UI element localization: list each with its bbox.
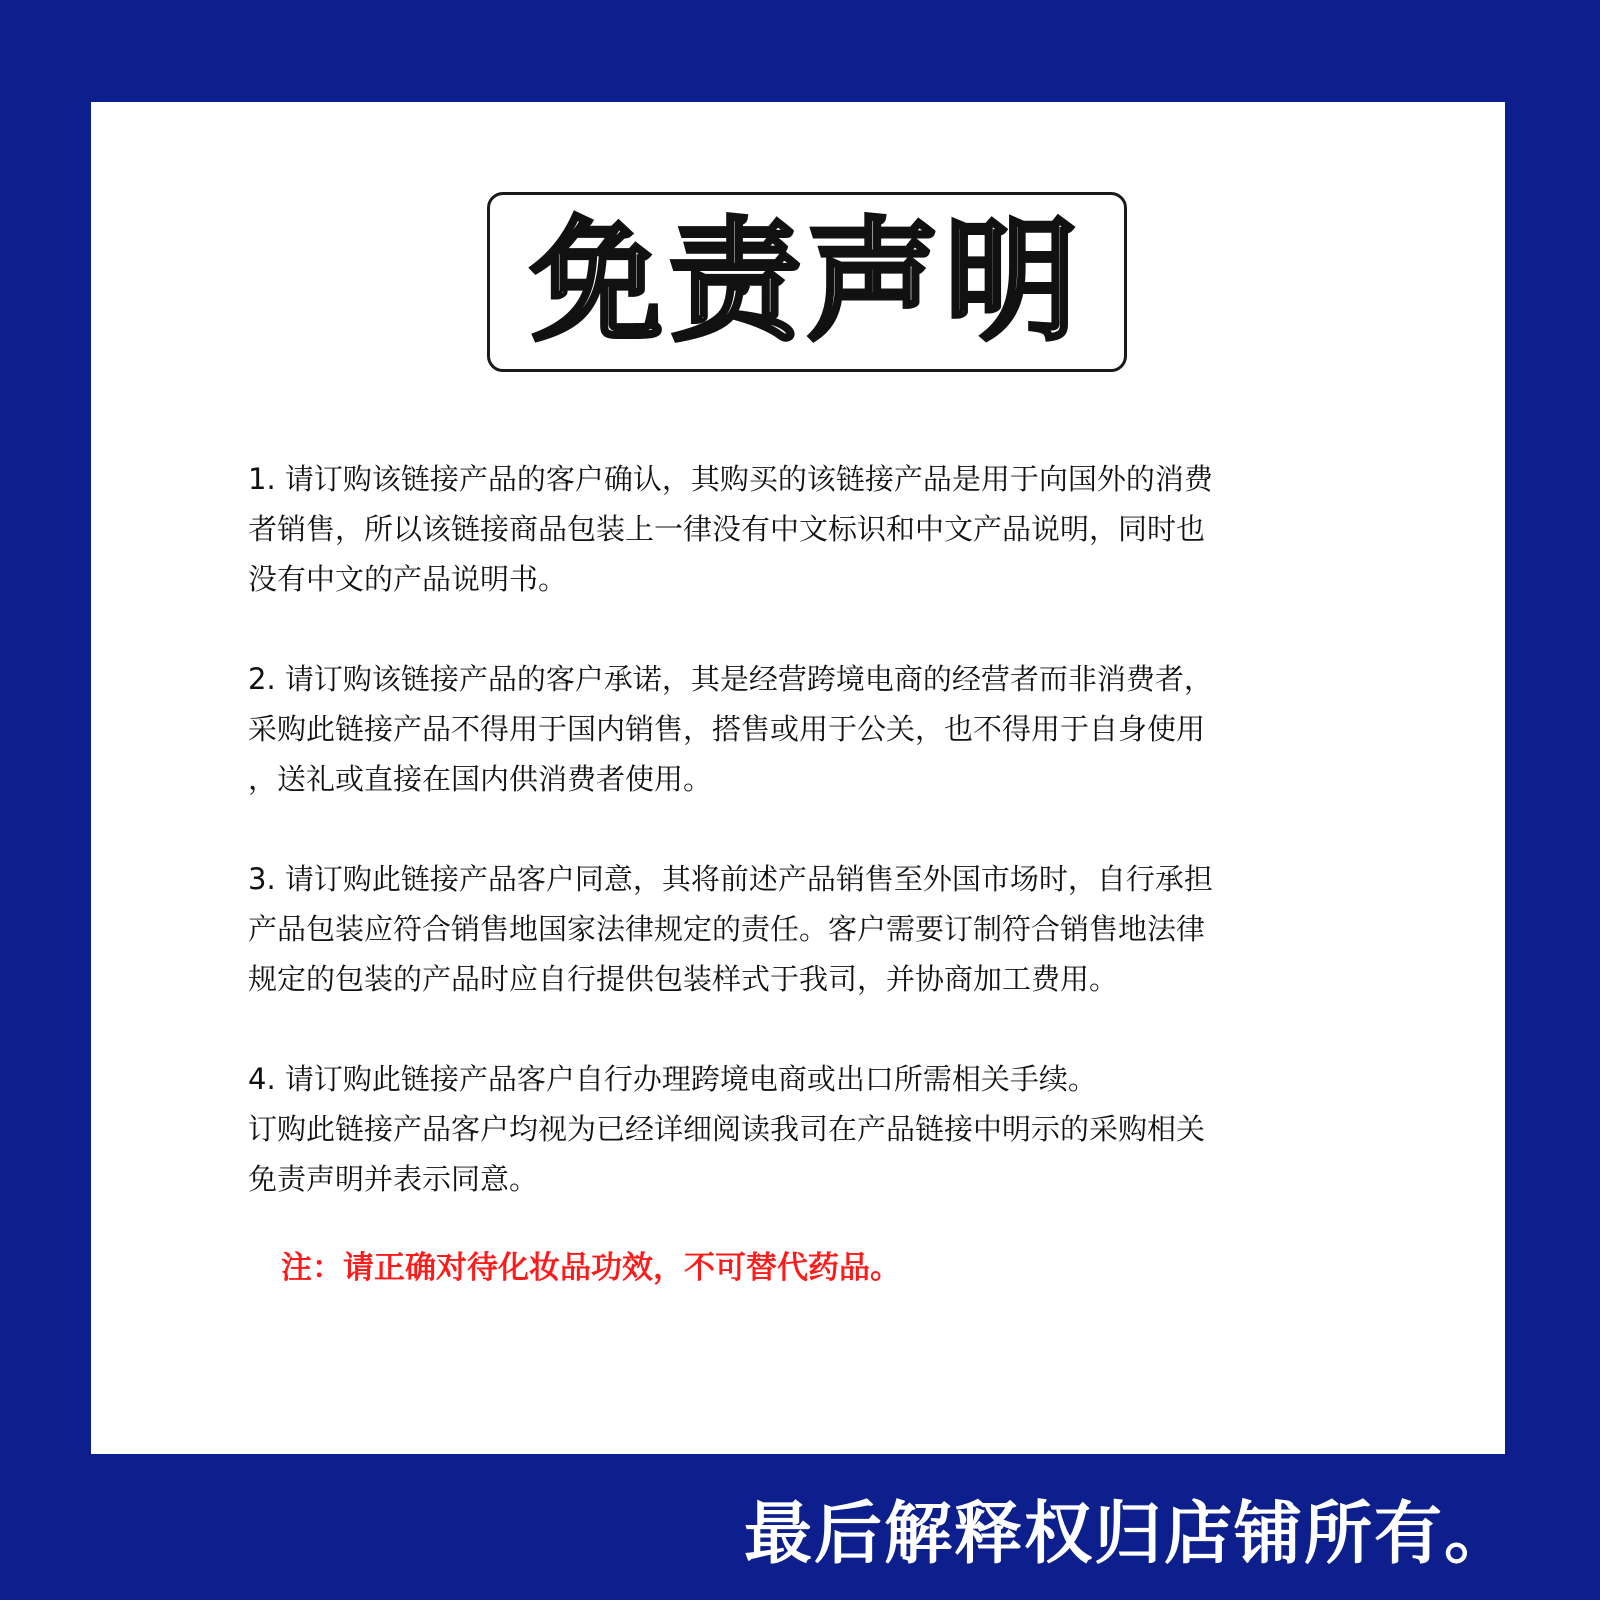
clause-4-line-3: 免责声明并表示同意。 xyxy=(248,1162,539,1196)
clause-3 xyxy=(248,854,1358,1004)
disclaimer-body xyxy=(248,454,1358,1254)
page-title: 免责声明 xyxy=(531,205,1083,359)
title-frame xyxy=(487,192,1127,372)
clause-2 xyxy=(248,654,1358,804)
clause-3-line-1: 3. 请订购此链接产品客户同意，其将前述产品销售至外国市场时，自行承担 xyxy=(248,862,1213,896)
clause-1-line-1: 1. 请订购该链接产品的客户确认，其购买的该链接产品是用于向国外的消费 xyxy=(248,462,1213,496)
clause-1 xyxy=(248,454,1358,604)
clause-4 xyxy=(248,1054,1358,1204)
clause-4-line-1: 4. 请订购此链接产品客户自行办理跨境电商或出口所需相关手续。 xyxy=(248,1062,1097,1096)
clause-1-line-2: 者销售，所以该链接商品包装上一律没有中文标识和中文产品说明，同时也 xyxy=(248,512,1206,546)
clause-3-line-2: 产品包装应符合销售地国家法律规定的责任。客户需要订制符合销售地法律 xyxy=(248,912,1206,946)
disclaimer-panel xyxy=(91,102,1505,1454)
clause-2-line-2: 采购此链接产品不得用于国内销售，搭售或用于公关，也不得用于自身使用 xyxy=(248,712,1206,746)
clause-2-line-1: 2. 请订购该链接产品的客户承诺，其是经营跨境电商的经营者而非消费者， xyxy=(248,662,1213,696)
clause-2-line-3: ，送礼或直接在国内供消费者使用。 xyxy=(248,762,713,796)
clause-4-line-2: 订购此链接产品客户均视为已经详细阅读我司在产品链接中明示的采购相关 xyxy=(248,1112,1206,1146)
footer-rights-statement: 最后解释权归店铺所有。 xyxy=(743,1494,1514,1574)
cosmetics-warning-note: 注：请正确对待化妆品功效，不可替代药品。 xyxy=(281,1250,901,1286)
clause-3-line-3: 规定的包装的产品时应自行提供包装样式于我司，并协商加工费用。 xyxy=(248,962,1119,996)
clause-1-line-3: 没有中文的产品说明书。 xyxy=(248,562,568,596)
